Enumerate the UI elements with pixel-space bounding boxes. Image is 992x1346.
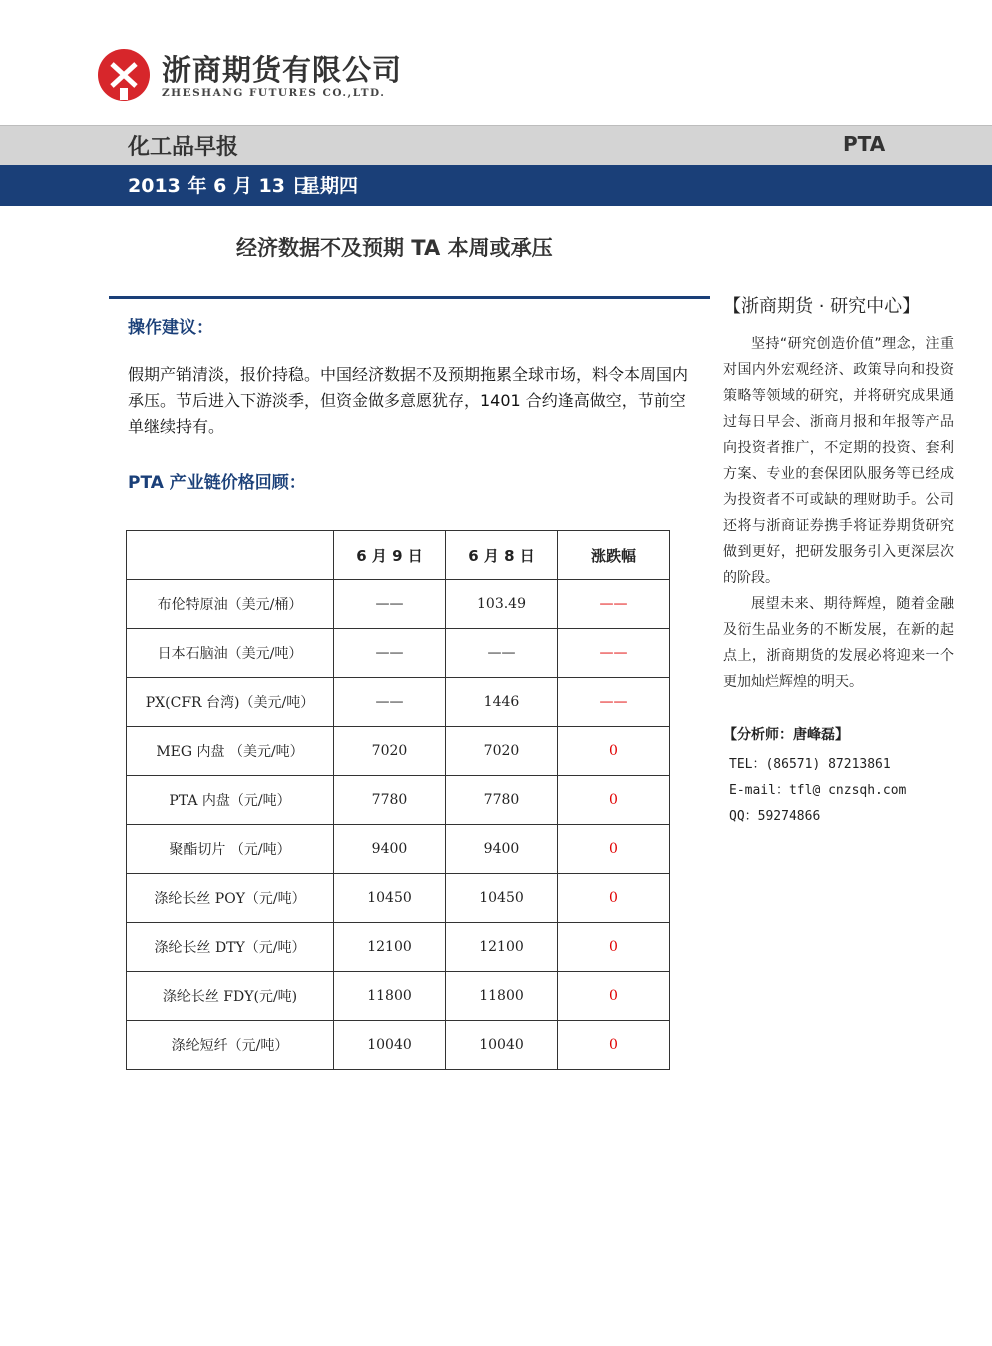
advice-heading: 操作建议： xyxy=(128,318,213,338)
value-cell: 11800 xyxy=(446,972,558,1021)
company-name-en: ZHESHANG FUTURES CO.,LTD. xyxy=(162,87,386,99)
sidebar-intro xyxy=(723,331,954,695)
item-cell: 涤纶长丝 POY（元/吨） xyxy=(127,874,334,923)
company-logo-icon xyxy=(96,48,152,102)
table-row xyxy=(127,1021,670,1070)
table-row xyxy=(127,923,670,972)
value-cell: 7780 xyxy=(334,776,446,825)
sidebar-paragraph: 展望未来、期待辉煌，随着金融及衍生品业务的不断发展，在新的起点上，浙商期货的发展必将迎来一个更加灿烂辉煌的明天。 xyxy=(723,596,954,690)
review-heading: PTA 产业链价格回顾： xyxy=(128,473,306,493)
item-cell: PX(CFR 台湾)（美元/吨） xyxy=(127,678,334,727)
value-cell: 11800 xyxy=(334,972,446,1021)
table-row xyxy=(127,874,670,923)
value-cell: 7780 xyxy=(446,776,558,825)
table-row xyxy=(127,727,670,776)
value-cell: 9400 xyxy=(334,825,446,874)
value-cell: 10040 xyxy=(334,1021,446,1070)
value-cell: 10040 xyxy=(446,1021,558,1070)
item-cell: 日本石脑油（美元/吨） xyxy=(127,629,334,678)
contact-qq: QQ：59274866 xyxy=(729,809,821,824)
value-cell: 9400 xyxy=(446,825,558,874)
change-cell: 0 xyxy=(558,874,670,923)
table-row xyxy=(127,580,670,629)
column-header: 6 月 9 日 xyxy=(334,531,446,580)
contact-tel: TEL：(86571) 87213861 xyxy=(729,757,891,772)
value-cell: —— xyxy=(446,629,558,678)
change-cell: 0 xyxy=(558,776,670,825)
headline: 经济数据不及预期 TA 本周或承压 xyxy=(236,236,553,260)
item-cell: 涤纶长丝 DTY（元/吨） xyxy=(127,923,334,972)
item-cell: 聚酯切片 （元/吨） xyxy=(127,825,334,874)
change-cell: 0 xyxy=(558,1021,670,1070)
column-header: 涨跌幅 xyxy=(558,531,670,580)
product-code: PTA xyxy=(843,132,886,156)
change-cell: 0 xyxy=(558,727,670,776)
change-cell: —— xyxy=(558,629,670,678)
item-cell: PTA 内盘（元/吨） xyxy=(127,776,334,825)
change-cell: 0 xyxy=(558,972,670,1021)
value-cell: —— xyxy=(334,580,446,629)
company-name-cn: 浙商期货有限公司 xyxy=(162,53,403,87)
value-cell: 10450 xyxy=(446,874,558,923)
change-cell: 0 xyxy=(558,923,670,972)
value-cell: —— xyxy=(334,629,446,678)
item-cell: 布伦特原油（美元/桶） xyxy=(127,580,334,629)
table-row xyxy=(127,825,670,874)
change-cell: 0 xyxy=(558,825,670,874)
value-cell: 7020 xyxy=(446,727,558,776)
value-cell: 12100 xyxy=(446,923,558,972)
value-cell: —— xyxy=(334,678,446,727)
table-row xyxy=(127,629,670,678)
value-cell: 12100 xyxy=(334,923,446,972)
table-row xyxy=(127,776,670,825)
item-cell: 涤纶长丝 FDY(元/吨) xyxy=(127,972,334,1021)
item-cell: MEG 内盘 （美元/吨） xyxy=(127,727,334,776)
value-cell: 10450 xyxy=(334,874,446,923)
sidebar-title: 【浙商期货 · 研究中心】 xyxy=(723,296,921,317)
change-cell: —— xyxy=(558,678,670,727)
analyst-name: 【分析师：唐峰磊】 xyxy=(723,727,849,743)
report-type: 化工品早报 xyxy=(128,135,239,160)
sidebar-paragraph: 坚持“研究创造价值”理念，注重对国内外宏观经济、政策导向和投资策略等领域的研究，并将研究成果通过每日早会、浙商月报和年报等产品向投资者推广，不定期的投资、套利方案、专业的套保团队服务等已经成为投资者不可或缺的理财助手。公司还将与浙商证券携手将证券期货研究做到更好，把研发服务引入更深层次的阶段。 xyxy=(723,336,954,586)
table-row xyxy=(127,972,670,1021)
divider xyxy=(109,296,710,299)
value-cell: 103.49 xyxy=(446,580,558,629)
report-weekday: 星期四 xyxy=(301,175,359,197)
column-header xyxy=(127,531,334,580)
contact-email: E-mail：tfl@ cnzsqh.com xyxy=(729,783,907,798)
item-cell: 涤纶短纤（元/吨） xyxy=(127,1021,334,1070)
value-cell: 7020 xyxy=(334,727,446,776)
column-header: 6 月 8 日 xyxy=(446,531,558,580)
table-row xyxy=(127,678,670,727)
value-cell: 1446 xyxy=(446,678,558,727)
change-cell: —— xyxy=(558,580,670,629)
price-table xyxy=(126,530,670,1070)
advice-text: 假期产销清淡，报价持稳。中国经济数据不及预期拖累全球市场，料令本周国内承压。节后进入下游淡季，但资金做多意愿犹存，1401 合约逢高做空，节前空单继续持有。 xyxy=(128,365,689,436)
table-header-row xyxy=(127,531,670,580)
report-date: 2013 年 6 月 13 日 xyxy=(128,175,311,197)
